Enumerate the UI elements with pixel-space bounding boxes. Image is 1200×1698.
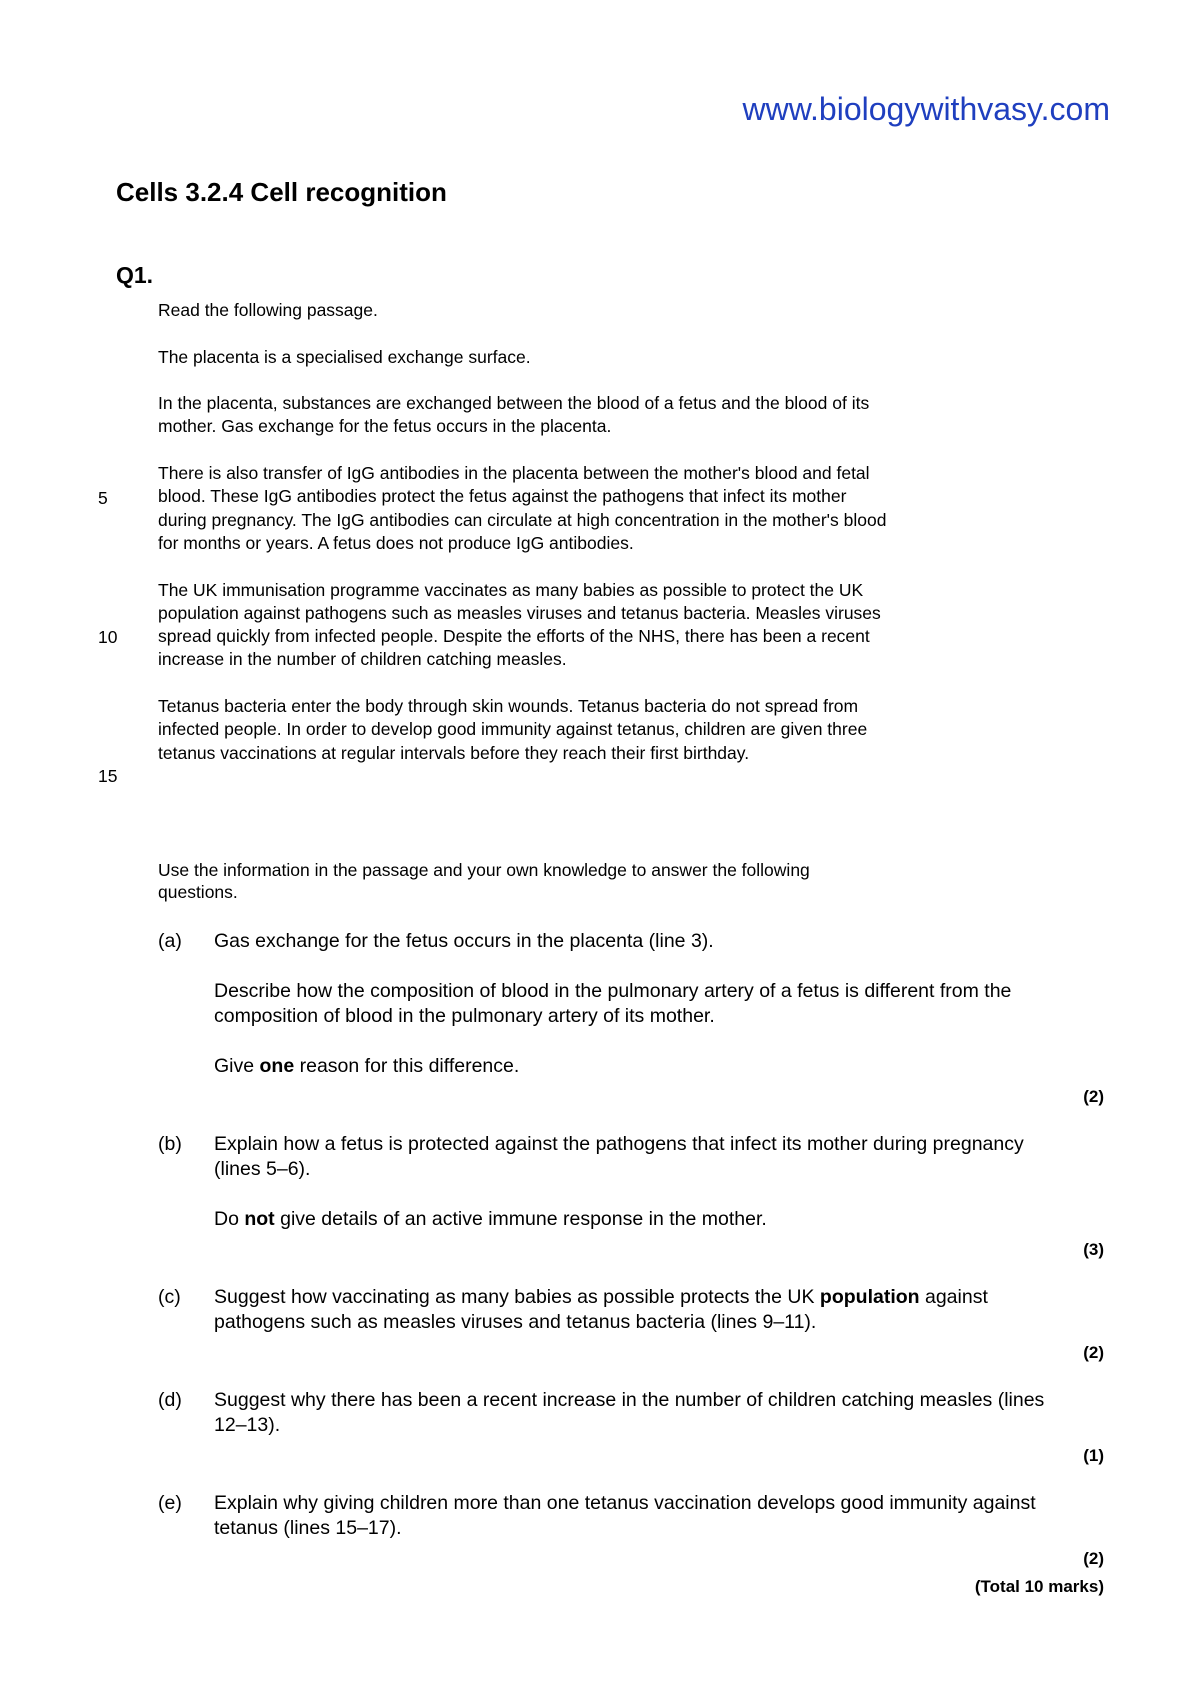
instruction-text: Use the information in the passage and your own knowledge to answer the following questions. <box>158 860 810 902</box>
part-c-question <box>214 1285 1058 1335</box>
question-part-b <box>158 1132 1058 1232</box>
question-part-e <box>158 1491 1058 1541</box>
line-number-5: 5 <box>98 488 108 508</box>
total-marks: (Total 10 marks) <box>974 1577 1104 1596</box>
line-number-10: 10 <box>98 627 118 647</box>
part-c-question-post: against pathogens such as measles viruses and tetanus bacteria (lines 9–11). <box>214 1286 988 1333</box>
part-a-question: Describe how the composition of blood in the pulmonary artery of a fetus is different from the composition of blood in the pulmonary artery of its mother. <box>214 980 1012 1027</box>
part-b-instruction-post: give details of an active immune response in the mother. <box>274 1208 767 1230</box>
part-c-question-bold: population <box>819 1286 920 1308</box>
part-d-marks: (1) <box>1083 1446 1104 1465</box>
part-b-instruction <box>214 1207 1058 1232</box>
question-part-d <box>158 1388 1058 1438</box>
passage-intro: Read the following passage. <box>158 300 378 320</box>
part-e-question: Explain why giving children more than one tetanus vaccination develops good immunity against tetanus (lines 15–17). <box>214 1492 1036 1539</box>
part-a-context: Gas exchange for the fetus occurs in the placenta (line 3). <box>214 930 714 952</box>
passage <box>158 299 888 765</box>
part-a-instruction-pre: Give <box>214 1055 260 1077</box>
part-b-label: (b) <box>158 1133 182 1155</box>
passage-paragraph-1: The placenta is a specialised exchange surface. <box>158 346 531 367</box>
part-e-marks: (2) <box>1083 1549 1104 1568</box>
part-a-label: (a) <box>158 930 182 952</box>
part-c-marks: (2) <box>1083 1343 1104 1362</box>
part-a-instruction <box>214 1054 1058 1079</box>
part-b-marks: (3) <box>1083 1240 1104 1259</box>
part-a-instruction-post: reason for this difference. <box>294 1055 520 1077</box>
document-title: Cells 3.2.4 Cell recognition <box>116 177 447 207</box>
part-b-question: Explain how a fetus is protected against the pathogens that infect its mother during pregnancy (lines 5–6). <box>214 1133 1024 1180</box>
part-b-instruction-bold: not <box>244 1208 275 1230</box>
passage-paragraph-3: There is also transfer of IgG antibodies in the placenta between the mother's blood and fetal blood. These IgG antibodies protect the fetus against the pathogens that infect its mother during pregnancy. The IgG antibodies can circulate at high concentration in the mother's blood for months or years. A fetus does not produce IgG antibodies. <box>158 463 887 553</box>
website-url[interactable]: www.biologywithvasy.com <box>742 91 1110 127</box>
part-a-marks: (2) <box>1083 1087 1104 1106</box>
passage-paragraph-2: In the placenta, substances are exchanged between the blood of a fetus and the blood of its mother. Gas exchange for the fetus occurs in the placenta. <box>158 393 870 437</box>
part-a-instruction-bold: one <box>259 1055 295 1077</box>
part-c-question-pre: Suggest how vaccinating as many babies as possible protects the UK <box>214 1286 820 1308</box>
passage-paragraph-4: The UK immunisation programme vaccinates as many babies as possible to protect the UK population against pathogens such as measles viruses and tetanus bacteria. Measles viruses spread quickly from infected people. Despite the efforts of the NHS, there has been a recent increase in the number of children catching measles. <box>158 579 881 670</box>
part-c-label: (c) <box>158 1286 181 1308</box>
passage-paragraph-5: Tetanus bacteria enter the body through skin wounds. Tetanus bacteria do not spread from infected people. In order to develop good immunity against tetanus, children are given three tetanus vaccinations at regular intervals before they reach their first birthday. <box>158 696 868 763</box>
question-part-a <box>158 929 1058 1079</box>
question-part-c <box>158 1285 1058 1335</box>
part-d-label: (d) <box>158 1389 182 1411</box>
line-number-15: 15 <box>98 766 118 786</box>
part-d-question: Suggest why there has been a recent increase in the number of children catching measles (lines 12–13). <box>214 1389 1045 1436</box>
part-e-label: (e) <box>158 1492 182 1514</box>
question-number: Q1. <box>116 262 154 288</box>
part-b-instruction-pre: Do <box>214 1208 245 1230</box>
